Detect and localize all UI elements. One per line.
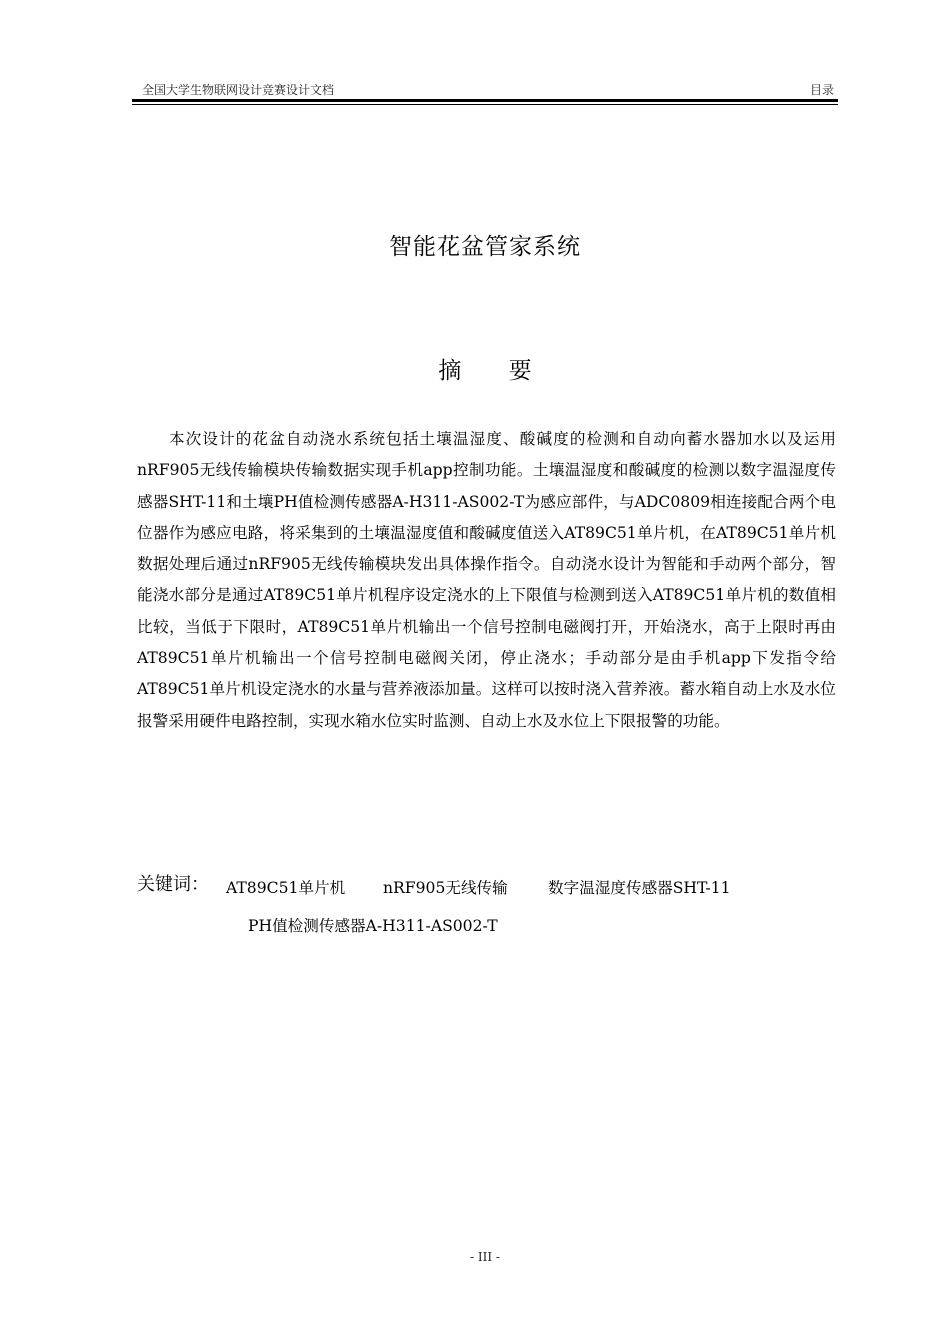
header-document-name: 全国大学生物联网设计竞赛设计文档 [142, 83, 335, 97]
keywords-label: 关键词： [137, 874, 209, 895]
header-section-name: 目录 [809, 83, 834, 97]
page-header [132, 78, 838, 100]
document-title: 智能花盆管家系统 [389, 234, 581, 260]
abstract-heading: 摘 要 [438, 358, 552, 384]
keyword-item: AT89C51单片机 [226, 879, 346, 897]
keyword-item: nRF905无线传输 [383, 879, 508, 897]
keyword-item: PH值检测传感器A-H311-AS002-T [248, 917, 498, 935]
abstract-body: 本次设计的花盆自动浇水系统包括土壤温湿度、酸碱度的检测和自动向蓄水器加水以及运用nRF905无线传输模块传输数据实现手机app控制功能。土壤温湿度和酸碱度的检测以数字温湿度传感器SHT-11和土壤PH值检测传感器A-H311-AS002-T为感应部件，与ADC0809相连接配合两个电位器作为感应电路，将采集到的土壤温湿度值和酸碱度值送入AT89C51单片机，在AT89C51单片机数据处理后通过nRF905无线传输模块发出具体操作指令。自动浇水设计为智能和手动两个部分，智能浇水部分是通过AT89C51单片机程序设定浇水的上下限值与检测到送入AT89C51单片机的数值相比较，当低于下限时，AT89C51单片机输出一个信号控制电磁阀打开，开始浇水，高于上限时再由AT89C51单片机输出一个信号控制电磁阀关闭，停止浇水；手动部分是由手机app下发指令给AT89C51单片机设定浇水的水量与营养液添加量。这样可以按时浇入营养液。蓄水箱自动上水及水位报警采用硬件电路控制，实现水箱水位实时监测、自动上水及水位上下限报警的功能。 [137, 430, 836, 730]
keyword-item: 数字温湿度传感器SHT-11 [548, 879, 731, 897]
header-rule-thick [132, 99, 838, 102]
page-number: - III - [470, 1250, 500, 1264]
header-rule-thin [132, 104, 838, 105]
